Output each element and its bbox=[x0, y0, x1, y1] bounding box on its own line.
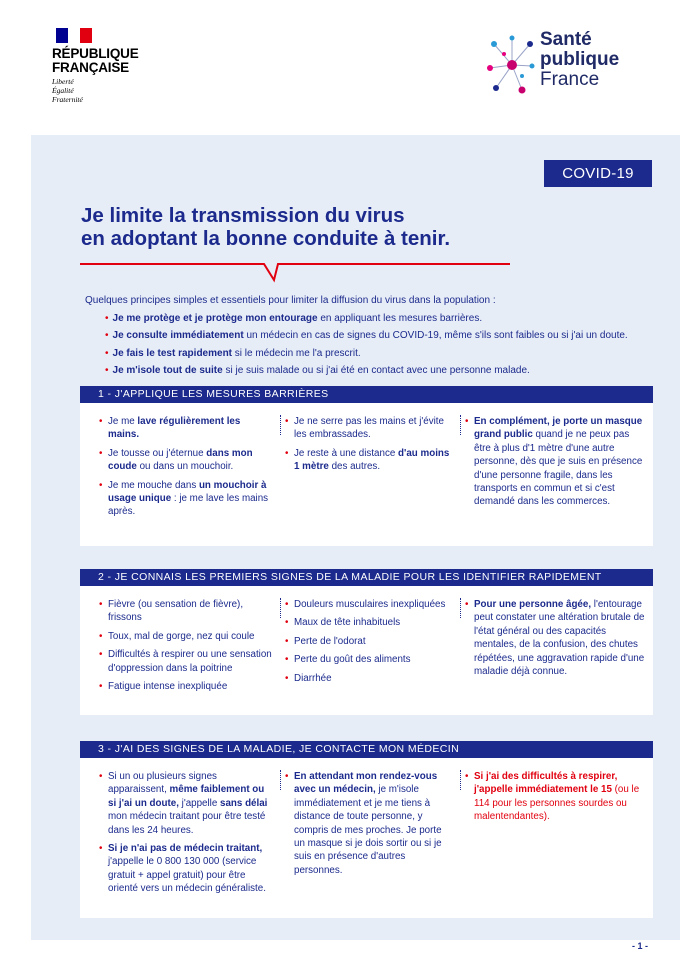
list-item: • Je m'isole tout de suite si je suis malade ou si j'ai été en contact avec une personne malade. bbox=[105, 362, 665, 380]
sante-publique-france-logo bbox=[482, 30, 642, 100]
list-item: • En complément, je porte un masque grand public quand je ne peux pas être à plus d'1 mètre d'une autre personne, dès que je suis en présence d'une personne fragile, dans les transports en commun et si c'est demandé dans les commerces. bbox=[468, 415, 647, 509]
network-dots-icon bbox=[482, 30, 540, 100]
column bbox=[280, 598, 460, 698]
intro-lead: Quelques principes simples et essentiels pour limiter la diffusion du virus dans la population : bbox=[85, 295, 496, 306]
list-item: • Difficultés à respirer ou une sensation d'oppression dans la poitrine bbox=[102, 648, 274, 675]
list-item: • Je me mouche dans un mouchoir à usage unique : je me lave les mains après. bbox=[102, 479, 274, 519]
list-item: • Si je n'ai pas de médecin traitant, j'appelle le 0 800 130 000 (service gratuit + appel gratuit) pour être orienté vers un médecin généraliste. bbox=[102, 842, 274, 896]
list-item: • Toux, mal de gorge, nez qui coule bbox=[102, 630, 274, 643]
page-number: - 1 - bbox=[632, 941, 649, 951]
republique-francaise-logo bbox=[52, 28, 172, 104]
french-flag-icon bbox=[56, 28, 92, 43]
list-item: • Je me lave régulièrement les mains. bbox=[102, 415, 274, 442]
column bbox=[280, 770, 460, 901]
list-item: • Perte de l'odorat bbox=[288, 635, 454, 648]
list-item: • Si un ou plusieurs signes apparaissent, même faiblement ou si j'ai un doute, j'appelle sans délai mon médecin traitant pour être testé dans les 24 heures. bbox=[102, 770, 274, 837]
list-item: • Si j'ai des difficultés à respirer, j'appelle immédiatement le 15 (ou le 114 pour les personnes sourdes ou malentendantes). bbox=[468, 770, 647, 824]
list-item: • Perte du goût des aliments bbox=[288, 653, 454, 666]
section-premiers-signes bbox=[80, 569, 653, 715]
column bbox=[460, 598, 653, 698]
list-item: • Maux de tête inhabituels bbox=[288, 616, 454, 629]
rf-name: RÉPUBLIQUE FRANÇAISE bbox=[52, 46, 139, 75]
list-item: • En attendant mon rendez-vous avec un médecin, je m'isole immédiatement et je me tiens à distance de toute personne, y compris de mes proches. Je porte un masque si je dois sortir ou si je suis en présence d'autres personnes. bbox=[288, 770, 454, 877]
list-item: • Je ne serre pas les mains et j'évite les embrassades. bbox=[288, 415, 454, 442]
list-item: • Douleurs musculaires inexpliquées bbox=[288, 598, 454, 611]
column bbox=[80, 598, 280, 698]
list-item: • Je consulte immédiatement un médecin en cas de signes du COVID-19, même s'ils sont faibles ou si j'ai un doute. bbox=[105, 327, 665, 345]
section-contacte-medecin bbox=[80, 741, 653, 918]
column bbox=[460, 770, 653, 901]
speech-bubble-underline bbox=[80, 262, 510, 292]
list-item: • Je fais le test rapidement si le médecin me l'a prescrit. bbox=[105, 345, 665, 363]
intro-list bbox=[105, 310, 665, 380]
list-item: • Je tousse ou j'éternue dans mon coude ou dans un mouchoir. bbox=[102, 447, 274, 474]
list-item: • Fièvre (ou sensation de fièvre), frissons bbox=[102, 598, 274, 625]
column bbox=[80, 415, 280, 524]
list-item: • Je reste à une distance d'au moins 1 mètre des autres. bbox=[288, 447, 454, 474]
column bbox=[80, 770, 280, 901]
section-heading: 2 - JE CONNAIS LES PREMIERS SIGNES DE LA MALADIE POUR LES IDENTIFIER RAPIDEMENT bbox=[80, 569, 653, 586]
list-item: • Je me protège et je protège mon entourage en appliquant les mesures barrières. bbox=[105, 310, 665, 328]
intro bbox=[85, 292, 665, 380]
covid-badge: COVID-19 bbox=[544, 160, 652, 187]
section-heading: 1 - J'APPLIQUE LES MESURES BARRIÈRES bbox=[80, 386, 653, 403]
section-heading: 3 - J'AI DES SIGNES DE LA MALADIE, JE CONTACTE MON MÉDECIN bbox=[80, 741, 653, 758]
list-item: • Pour une personne âgée, l'entourage peut constater une altération brutale de l'état général ou des capacités mentales, de la confusion, des chutes répétées, une aggravation rapide d'une maladie déjà connue. bbox=[468, 598, 647, 678]
section-mesures-barrieres bbox=[80, 386, 653, 546]
rf-motto: Liberté Égalité Fraternité bbox=[52, 77, 83, 104]
spf-wordmark: Santé publique France bbox=[540, 29, 620, 90]
list-item: • Fatigue intense inexpliquée bbox=[102, 680, 274, 693]
list-item: • Diarrhée bbox=[288, 672, 454, 685]
column bbox=[280, 415, 460, 524]
column bbox=[460, 415, 653, 524]
page-title: Je limite la transmission du virus en adoptant la bonne conduite à tenir. bbox=[81, 204, 451, 250]
